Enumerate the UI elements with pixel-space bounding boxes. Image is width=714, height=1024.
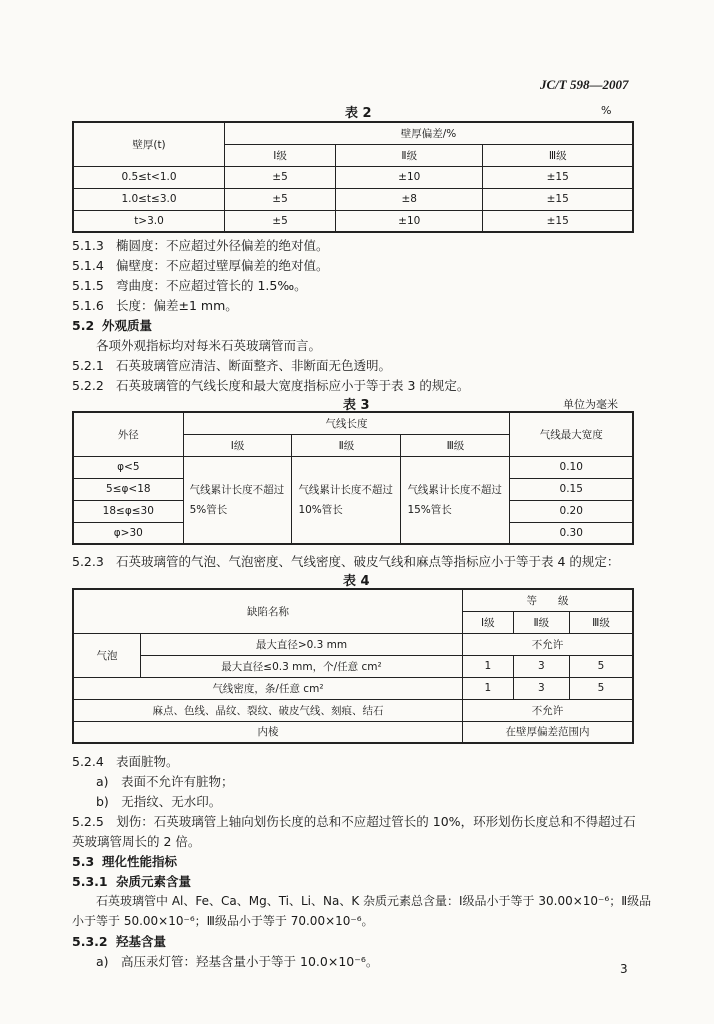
paragraph-5-3-1-line1: 石英玻璃管中 Al、Fe、Ca、Mg、Ti、Li、Na、K 杂质元素总含量：Ⅰ级品小于等于 30.00×10⁻⁶；Ⅱ级品 bbox=[96, 894, 652, 908]
table4-bubble-row1-value: 不允许 bbox=[462, 633, 633, 655]
table4-bubble-row1-label: 最大直径>0.3 mm bbox=[141, 633, 463, 655]
table2-cell: ±10 bbox=[336, 166, 483, 188]
clause-5-1-5: 5.1.5 弯曲度：不应超过管长的 1.5‰。 bbox=[72, 278, 307, 293]
clause-5-2-5-line2: 英玻璃管周长的 2 倍。 bbox=[72, 834, 201, 849]
table4-rib-label: 内棱 bbox=[73, 721, 462, 743]
table2-grade: Ⅲ级 bbox=[483, 144, 633, 166]
table3-unit: 单位为毫米 bbox=[563, 398, 618, 411]
clause-5-2-4: 5.2.4 表面脏物。 bbox=[72, 754, 179, 769]
table3-width-cell: 0.15 bbox=[510, 478, 633, 500]
clause-5-3-2-a: a) 高压汞灯管：羟基含量小于等于 10.0×10⁻⁶。 bbox=[96, 954, 379, 969]
clause-5-2-4-a: a) 表面不允许有脏物； bbox=[96, 774, 234, 789]
table4-cell: 5 bbox=[570, 677, 633, 699]
paragraph-5-2: 各项外观指标均对每米石英玻璃管而言。 bbox=[96, 338, 322, 353]
table2-cell: ±5 bbox=[225, 210, 336, 232]
section-5-3-heading: 5.3 理化性能指标 bbox=[72, 854, 178, 869]
standard-code: JC/T 598—2007 bbox=[540, 77, 629, 92]
table3-row-label: 5≤φ<18 bbox=[73, 478, 183, 500]
table3-grade: Ⅱ级 bbox=[292, 434, 401, 456]
table4-grade: Ⅰ级 bbox=[462, 611, 513, 633]
table4-defects-value: 不允许 bbox=[462, 699, 633, 721]
table2-cell: ±15 bbox=[483, 188, 633, 210]
clause-5-2-4-b: b) 无指纹、无水印。 bbox=[96, 794, 222, 809]
clause-5-1-3: 5.1.3 椭圆度：不应超过外径偏差的绝对值。 bbox=[72, 238, 329, 253]
table4-cell: 3 bbox=[513, 655, 569, 677]
table4 bbox=[72, 588, 634, 744]
table-row bbox=[73, 166, 633, 188]
table2-row-label: 1.0≤t≤3.0 bbox=[73, 188, 225, 210]
table3-col-outer-diameter: 外径 bbox=[73, 412, 183, 456]
section-5-3-2-heading: 5.3.2 羟基含量 bbox=[72, 934, 167, 949]
table4-bubble-label: 气泡 bbox=[73, 633, 141, 677]
clause-5-2-5-line1: 5.2.5 划伤：石英玻璃管上轴向划伤长度的总和不应超过管长的 10%，环形划伤长度总和不得超过石 bbox=[72, 814, 636, 829]
table4-rib-value: 在壁厚偏差范围内 bbox=[462, 721, 633, 743]
table2-unit: % bbox=[601, 104, 612, 117]
table-row bbox=[73, 655, 633, 677]
table-row bbox=[73, 456, 633, 478]
clause-5-2-1: 5.2.1 石英玻璃管应清洁、断面整齐、非断面无色透明。 bbox=[72, 358, 392, 373]
page-number: 3 bbox=[620, 962, 628, 976]
table-row bbox=[73, 699, 633, 721]
clause-5-2-3: 5.2.3 石英玻璃管的气泡、气泡密度、气线密度、破皮气线和麻点等指标应小于等于表 4 的规定： bbox=[72, 554, 620, 569]
table3-width-cell: 0.10 bbox=[510, 456, 633, 478]
table4-cell: 1 bbox=[462, 655, 513, 677]
table2-cell: ±15 bbox=[483, 210, 633, 232]
table3-title: 表 3 bbox=[343, 398, 370, 413]
table3-merged-grade2: 气线累计长度不超过 10%管长 bbox=[292, 456, 401, 544]
table3-row-label: 18≤φ≤30 bbox=[73, 500, 183, 522]
table4-cell: 5 bbox=[570, 655, 633, 677]
table2-cell: ±8 bbox=[336, 188, 483, 210]
table4-group-header: 等 级 bbox=[462, 589, 633, 611]
table3-merged-grade3: 气线累计长度不超过 15%管长 bbox=[401, 456, 510, 544]
paragraph-5-3-1-line2: 小于等于 50.00×10⁻⁶；Ⅲ级品小于等于 70.00×10⁻⁶。 bbox=[72, 914, 374, 928]
table2 bbox=[72, 121, 634, 233]
table4-grade: Ⅱ级 bbox=[513, 611, 569, 633]
table4-cell: 3 bbox=[513, 677, 569, 699]
table4-grade: Ⅲ级 bbox=[570, 611, 633, 633]
table3-group-header: 气线长度 bbox=[183, 412, 510, 434]
clause-5-1-6: 5.1.6 长度：偏差±1 mm。 bbox=[72, 298, 238, 313]
table3-row-label: φ>30 bbox=[73, 522, 183, 544]
table3-width-cell: 0.20 bbox=[510, 500, 633, 522]
table4-bubble-row2-label: 最大直径≤0.3 mm，个/任意 cm² bbox=[141, 655, 463, 677]
table4-cell: 1 bbox=[462, 677, 513, 699]
table3 bbox=[72, 411, 634, 545]
table2-cell: ±10 bbox=[336, 210, 483, 232]
table2-cell: ±5 bbox=[225, 166, 336, 188]
table-row bbox=[73, 677, 633, 699]
table2-col-thickness: 壁厚(t) bbox=[73, 122, 225, 166]
table-row bbox=[73, 188, 633, 210]
clause-5-1-4: 5.1.4 偏壁度：不应超过壁厚偏差的绝对值。 bbox=[72, 258, 329, 273]
table2-cell: ±15 bbox=[483, 166, 633, 188]
table2-row-label: t>3.0 bbox=[73, 210, 225, 232]
table2-grade: Ⅰ级 bbox=[225, 144, 336, 166]
clause-5-2-2: 5.2.2 石英玻璃管的气线长度和最大宽度指标应小于等于表 3 的规定。 bbox=[72, 378, 470, 393]
table4-col-defect: 缺陷名称 bbox=[73, 589, 462, 633]
section-5-2-heading: 5.2 外观质量 bbox=[72, 318, 153, 333]
table2-cell: ±5 bbox=[225, 188, 336, 210]
table3-row-label: φ<5 bbox=[73, 456, 183, 478]
table-row bbox=[73, 721, 633, 743]
table4-line-density-label: 气线密度，条/任意 cm² bbox=[73, 677, 462, 699]
table3-grade: Ⅰ级 bbox=[183, 434, 292, 456]
table3-col-max-width: 气线最大宽度 bbox=[510, 412, 633, 456]
table4-defects-label: 麻点、色线、晶纹、裂纹、破皮气线、刻痕、结石 bbox=[73, 699, 462, 721]
table2-grade: Ⅱ级 bbox=[336, 144, 483, 166]
table-row bbox=[73, 210, 633, 232]
table3-merged-grade1: 气线累计长度不超过 5%管长 bbox=[183, 456, 292, 544]
section-5-3-1-heading: 5.3.1 杂质元素含量 bbox=[72, 874, 192, 889]
table2-title: 表 2 bbox=[345, 106, 372, 121]
table3-grade: Ⅲ级 bbox=[401, 434, 510, 456]
table-row bbox=[73, 633, 633, 655]
table2-group-header: 壁厚偏差/% bbox=[225, 122, 634, 144]
table2-row-label: 0.5≤t<1.0 bbox=[73, 166, 225, 188]
table4-title: 表 4 bbox=[343, 574, 370, 589]
table3-width-cell: 0.30 bbox=[510, 522, 633, 544]
